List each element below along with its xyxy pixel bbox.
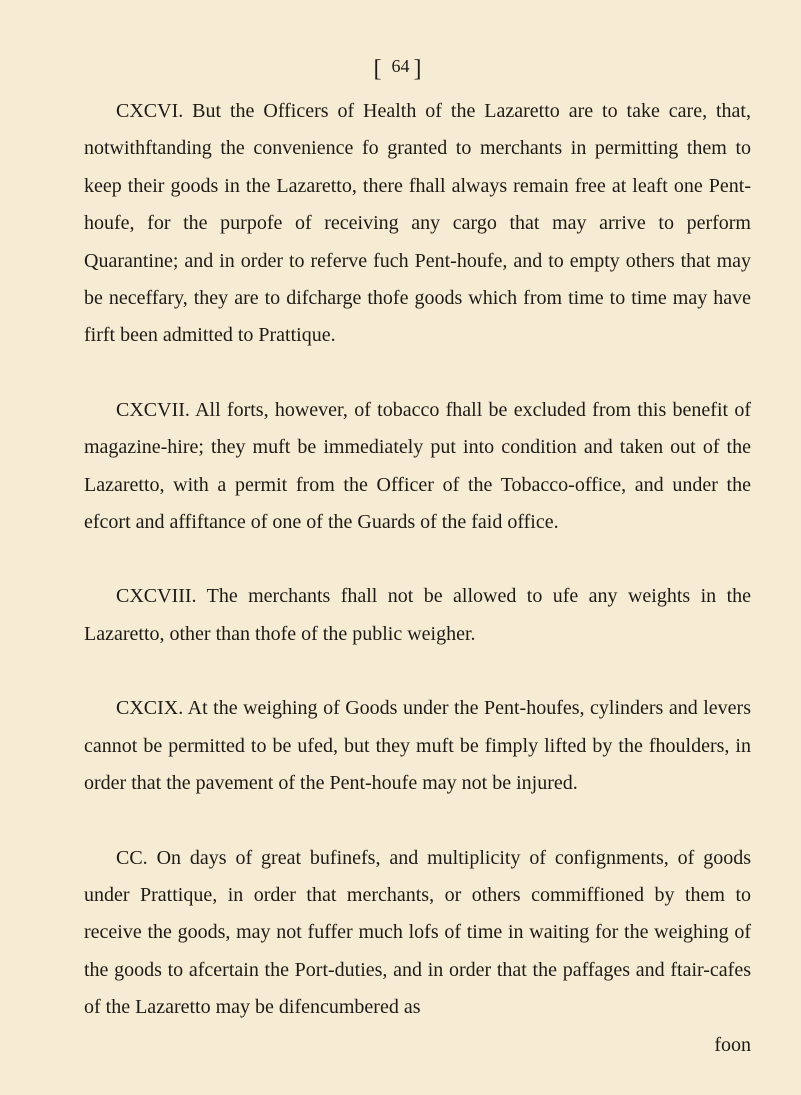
paragraph-cc	[84, 840, 751, 1027]
paragraph-cxcvi	[84, 93, 751, 355]
article-text: But the Officers of Health of the Lazaretto are to take care, that, notwithftanding the convenience fo granted to merchants in permitting them to keep their goods in the Lazaretto, there fhall always remain free at leaft one Pent-houfe, for the purpofe of receiving any cargo that may arrive to perform Quarantine; and in order to referve fuch Pent-houfe, and to empty others that may be neceffary, they are to difcharge thofe goods which from time to time may have firft been admitted to Prattique.	[84, 100, 751, 347]
paragraph-cxcix	[84, 690, 751, 802]
page-number-value: 64	[391, 56, 410, 76]
article-number: CXCVI.	[116, 100, 184, 122]
article-number: CC.	[116, 846, 148, 869]
catchword: foon	[714, 1033, 751, 1056]
article-number: CXCVII.	[116, 398, 190, 421]
article-text: On days of great bufinefs, and multiplicity of confignments, of goods under Prattique, in order that merchants, or others commiffioned by them to receive the goods, may not fuffer much lofs of time in waiting for the weighing of the goods to afcertain the Port-duties, and in order that the paffages and ftair-cafes of the Lazaretto may be difencumbered as	[84, 846, 752, 1019]
article-number: CXCVIII.	[116, 585, 197, 608]
bracket-close: ]	[413, 56, 428, 82]
article-text: All forts, however, of tobacco fhall be excluded from this benefit of magazine-hire; they muft be immediately put into condition and taken out of the Lazaretto, with a permit from the Officer of the Tobacco-office, and under the efcort and affiftance of one of the Guards of the faid office.	[84, 398, 751, 534]
page-number	[0, 56, 801, 83]
body-text	[84, 93, 751, 1064]
article-text: The merchants fhall not be allowed to ufe any weights in the Lazaretto, other than thofe of the public weigher.	[84, 585, 752, 645]
paragraph-cxcviii	[84, 578, 751, 653]
article-number: CXCIX.	[116, 697, 184, 720]
bracket-open: [	[373, 56, 388, 82]
paragraph-cxcvii	[84, 392, 751, 542]
article-text: At the weighing of Goods under the Pent-houfes, cylinders and levers cannot be permitted to be ufed, but they muft be fimply lifted by the fhoulders, in order that the pavement of the Pent-houfe may not be injured.	[84, 697, 752, 795]
